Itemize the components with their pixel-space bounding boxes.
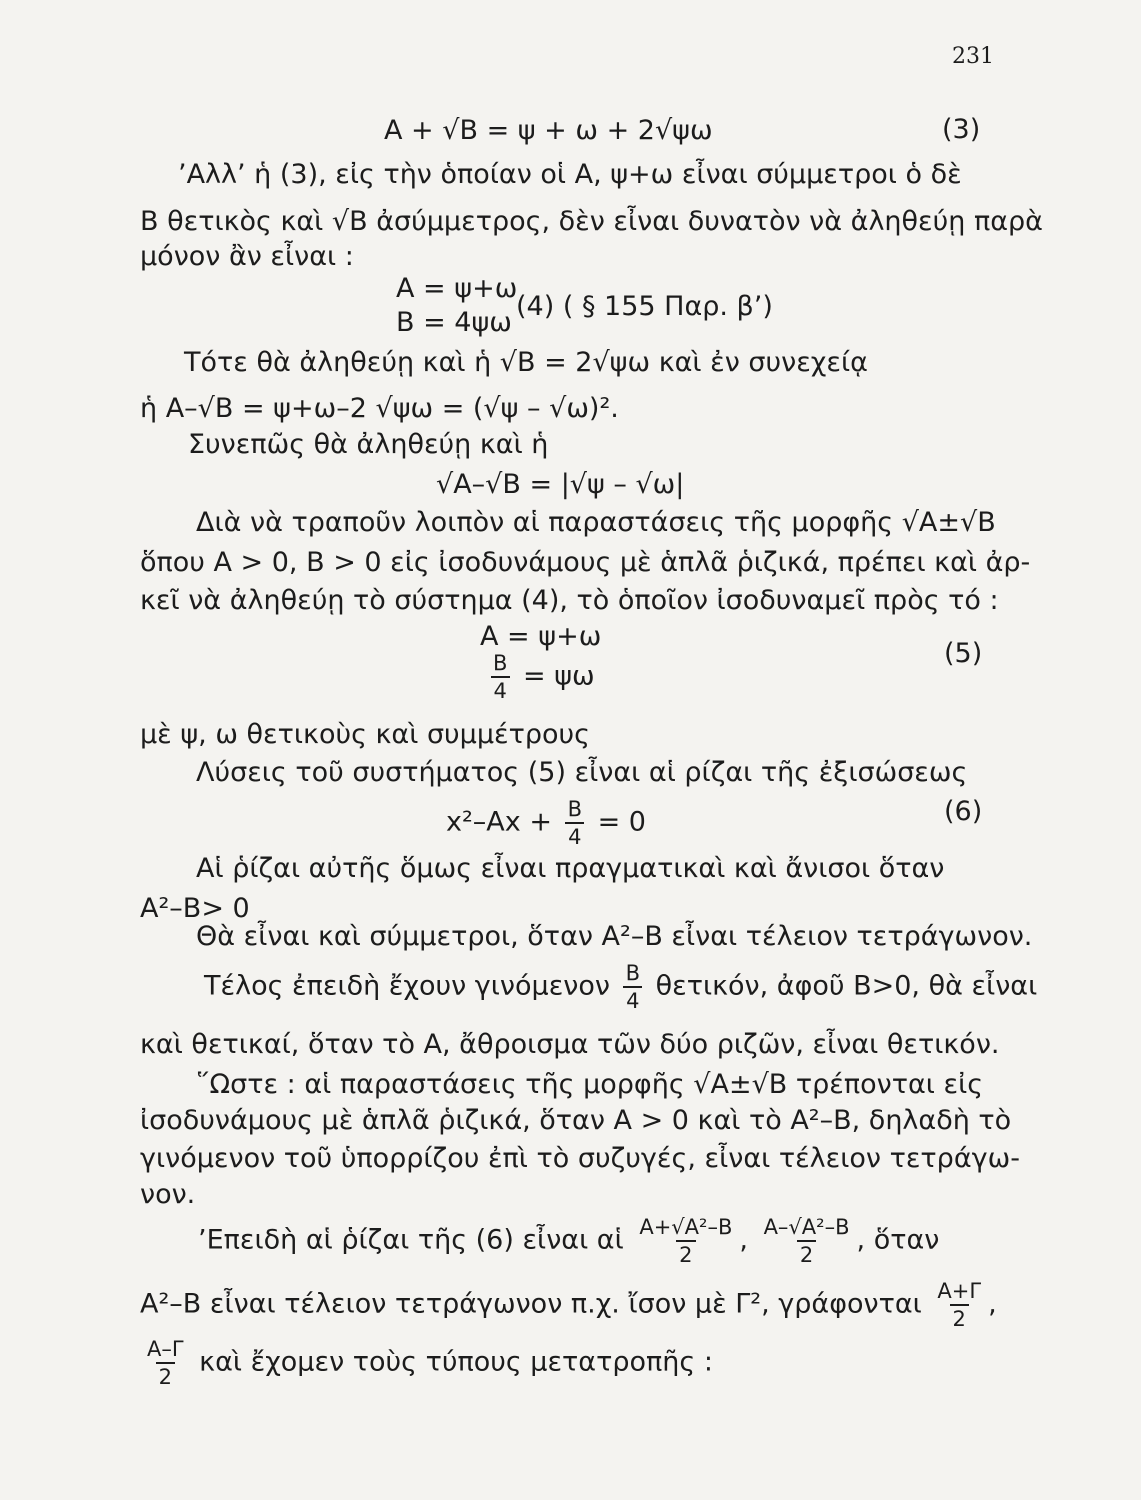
equation-6: x²–Ax + $\frac{B}{4}$ = 0 xyxy=(446,797,646,849)
text-line: κεῖ νὰ ἀληθεύῃ τὸ σύστημα (4), τὸ ὁποῖον ἰσοδυναμεῖ πρὸς τό : xyxy=(140,585,999,616)
system-4-reference: (4) ( § 155 Παρ. β’) xyxy=(516,291,773,322)
text-line: ῞Ωστε : αἱ παραστάσεις τῆς μορφῆς √Α±√Β τρέπονται εἰς xyxy=(196,1069,984,1100)
fraction: $\frac{A+\Gamma}{2}$ xyxy=(937,1279,982,1331)
fraction: $\frac{B}{4}$ xyxy=(490,650,510,704)
text-line: Τότε θὰ ἀληθεύῃ καὶ ἡ √Β = 2√ψω καὶ ἐν συνεχείᾳ xyxy=(184,347,868,378)
text-line: ἰσοδυνάμους μὲ ἁπλᾶ ῥιζικά, ὅταν Α > 0 καὶ τὸ Α²–Β, δηλαδὴ τὸ xyxy=(140,1105,1012,1136)
equation-abs: √Α–√Β = |√ψ – √ω| xyxy=(436,469,685,500)
text-line: Β θετικὸς καὶ √Β ἀσύμμετρος, δὲν εἶναι δυνατὸν νὰ ἀληθεύῃ παρὰ xyxy=(140,206,1043,237)
text-line: Συνεπῶς θὰ ἀληθεύῃ καὶ ἡ xyxy=(188,429,549,460)
text-line: ὅπου Α > 0, Β > 0 εἰς ἰσοδυνάμους μὲ ἁπλᾶ ῥιζικά, πρέπει καὶ ἀρ- xyxy=(140,547,1031,578)
page-number: 231 xyxy=(952,44,994,69)
text-line: Θὰ εἶναι καὶ σύμμετροι, ὅταν Α²–Β εἶναι τέλειον τετράγωνον. xyxy=(196,921,1033,952)
fraction: $\frac{A-\Gamma}{2}$ xyxy=(147,1337,184,1389)
text-line-with-fraction: Τέλος ἐπειδὴ ἔχουν γινόμενον $\frac{B}{4}$ θετικόν, ἀφοῦ Β>0, θὰ εἶναι xyxy=(204,961,1038,1013)
text-line: γινόμενον τοῦ ὑπορρίζου ἐπὶ τὸ συζυγές, εἶναι τέλειον τετράγω- xyxy=(140,1143,1020,1174)
system-4-eq-a: Α = ψ+ω xyxy=(396,273,518,304)
text-line-with-fractions: ’Επειδὴ αἱ ῥίζαι τῆς (6) εἶναι αἱ $\frac{\text{Α+√Α²–Β}}{2}$ , $\frac{\text{Α–√Α²–Β}}{2}$ , ὅταν xyxy=(198,1215,940,1267)
text-line: μόνον ἂν εἶναι : xyxy=(140,241,354,272)
text-line: μὲ ψ, ω θετικοὺς καὶ συμμέτρους xyxy=(140,719,591,750)
system-4-eq-b: Β = 4ψω xyxy=(396,307,512,338)
equation-3-number: (3) xyxy=(942,114,981,145)
equation-6-number: (6) xyxy=(944,796,983,827)
text-line: Διὰ νὰ τραποῦν λοιπὸν αἱ παραστάσεις τῆς μορφῆς √Α±√Β xyxy=(196,507,996,538)
system-5-eq-b: $\frac{B}{4}$ = ψω xyxy=(486,650,595,704)
fraction: $\frac{B}{4}$ xyxy=(565,796,585,850)
text-line-with-fraction: Α²–Β εἶναι τέλειον τετράγωνον π.χ. ἴσον μὲ Γ², γράφονται $\frac{A+\Gamma}{2}$ , xyxy=(140,1279,997,1331)
text-line: Λύσεις τοῦ συστήματος (5) εἶναι αἱ ρίζαι τῆς ἐξισώσεως xyxy=(196,757,968,788)
fraction: $\frac{\text{Α–√Α²–Β}}{2}$ xyxy=(763,1215,850,1267)
text-line: Αἱ ῥίζαι αὐτῆς ὅμως εἶναι πραγματικαὶ καὶ ἄνισοι ὅταν xyxy=(196,853,945,884)
text-line-with-fraction: $\frac{A-\Gamma}{2}$ καὶ ἔχομεν τοὺς τύπους μετατροπῆς : xyxy=(140,1336,713,1390)
equation-5-number: (5) xyxy=(944,638,983,669)
system-5-eq-a: Α = ψ+ω xyxy=(480,621,602,652)
fraction: $\frac{\text{Α+√Α²–Β}}{2}$ xyxy=(639,1215,733,1267)
text-line: ἡ Α–√Β = ψ+ω–2 √ψω = (√ψ – √ω)². xyxy=(140,393,619,424)
equation-3: A + √B = ψ + ω + 2√ψω xyxy=(384,115,713,146)
text-line: Α²–Β> 0 xyxy=(140,893,250,924)
text-line: νον. xyxy=(140,1179,196,1210)
text-line: ’Αλλ’ ἡ (3), εἰς τὴν ὁποίαν οἱ Α, ψ+ω εἶναι σύμμετροι ὁ δὲ xyxy=(178,159,962,190)
text-line: καὶ θετικαί, ὅταν τὸ Α, ἄθροισμα τῶν δύο ριζῶν, εἶναι θετικόν. xyxy=(140,1029,1000,1060)
fraction: $\frac{B}{4}$ xyxy=(623,960,643,1014)
